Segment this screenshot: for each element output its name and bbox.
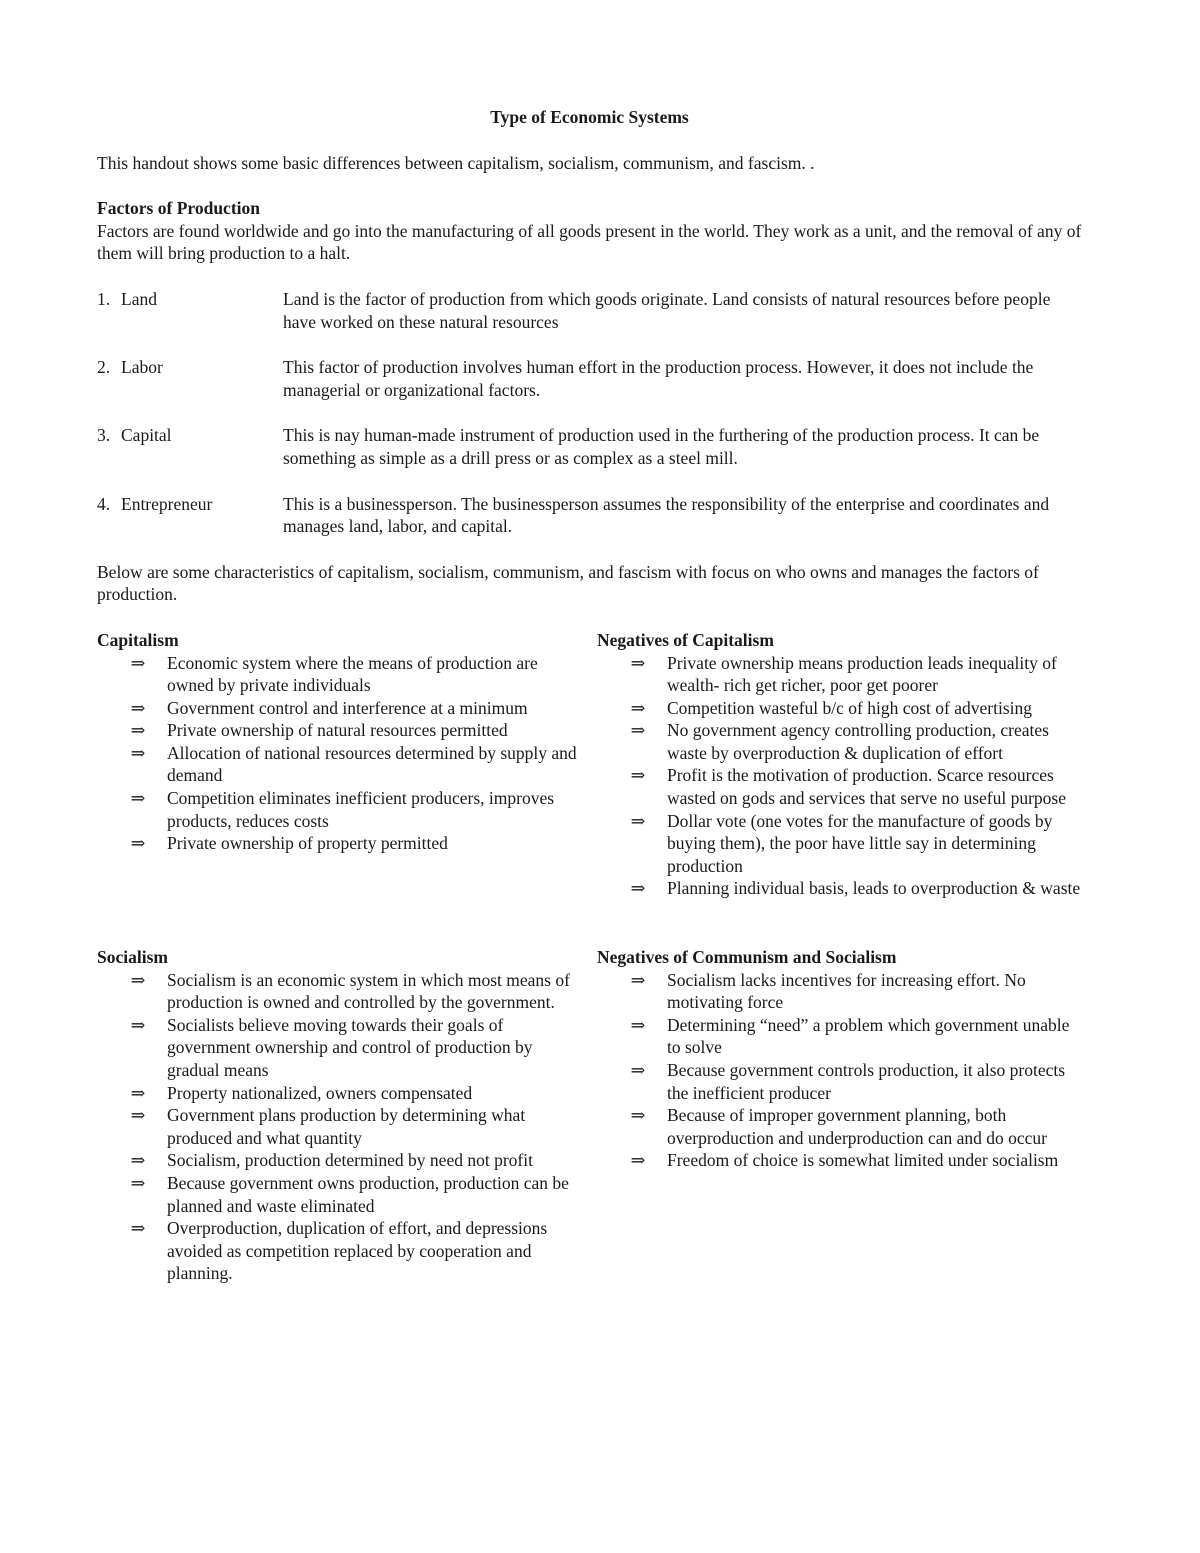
row-socialism [97, 946, 1082, 1285]
row-capitalism [97, 629, 1082, 900]
list-item-text: Competition wasteful b/c of high cost of advertising [667, 697, 1033, 718]
list-item [597, 877, 1082, 900]
list-item-text: Socialism is an economic system in which most means of production is owned and controlled by the government. [167, 969, 570, 1013]
list-item-text: Dollar vote (one votes for the manufacture of goods by buying them), the poor have little say in determining production [667, 810, 1053, 876]
factor-number: 1. [97, 288, 111, 309]
negatives-communism-socialism-section [597, 946, 1082, 1285]
list-item-text: Private ownership means production leads inequality of wealth- rich get richer, poor get poorer [667, 652, 1057, 696]
socialism-heading: Socialism [97, 947, 168, 968]
list-item-text: Property nationalized, owners compensated [167, 1082, 473, 1103]
factor-name [97, 493, 283, 538]
factor-name [97, 356, 283, 401]
arrow-bullet-icon: ⇒ [130, 697, 146, 718]
arrow-bullet-icon: ⇒ [130, 652, 146, 673]
list-item [97, 787, 577, 832]
negatives-capitalism-heading: Negatives of Capitalism [597, 629, 774, 650]
list-item [97, 742, 577, 787]
negatives-capitalism-list [597, 652, 1082, 901]
list-item [97, 652, 577, 697]
capitalism-heading: Capitalism [97, 629, 179, 650]
arrow-bullet-icon: ⇒ [630, 765, 646, 786]
list-item-text: Because government owns production, production can be planned and waste eliminated [167, 1172, 569, 1216]
arrow-bullet-icon: ⇒ [630, 1150, 646, 1171]
list-item [97, 1082, 577, 1105]
document-page [97, 106, 1082, 1285]
arrow-bullet-icon: ⇒ [130, 720, 146, 741]
list-item [597, 969, 1082, 1014]
list-item [97, 1149, 577, 1172]
socialism-section [97, 946, 577, 1285]
list-item [97, 832, 577, 855]
negatives-communism-socialism-list [597, 969, 1082, 1172]
socialism-list [97, 969, 577, 1285]
negatives-communism-socialism-heading: Negatives of Communism and Socialism [597, 947, 897, 968]
list-item-text: Private ownership of property permitted [167, 833, 448, 854]
arrow-bullet-icon: ⇒ [630, 810, 646, 831]
list-item-text: No government agency controlling production, creates waste by overproduction & duplication of effort [667, 720, 1049, 763]
factors-list [97, 288, 1082, 538]
factor-number: 4. [97, 493, 111, 514]
factor-label: Labor [121, 357, 163, 378]
arrow-bullet-icon: ⇒ [130, 1082, 146, 1103]
arrow-bullet-icon: ⇒ [130, 1014, 146, 1035]
list-item-text: Allocation of national resources determined by supply and demand [167, 742, 577, 786]
arrow-bullet-icon: ⇒ [630, 1060, 646, 1080]
list-item-text: Government plans production by determining what produced and what quantity [167, 1105, 526, 1148]
list-item [597, 697, 1082, 720]
factor-item [97, 493, 1082, 538]
list-item [597, 1059, 1082, 1104]
arrow-bullet-icon: ⇒ [630, 969, 646, 990]
arrow-bullet-icon: ⇒ [130, 833, 146, 854]
negatives-capitalism-section [597, 629, 1082, 900]
list-item-text: Socialism lacks incentives for increasing effort. No motivating force [667, 969, 1026, 1013]
factor-label: Land [121, 288, 157, 309]
arrow-bullet-icon: ⇒ [130, 788, 146, 809]
list-item [597, 1149, 1082, 1172]
factors-paragraph: Factors are found worldwide and go into the manufacturing of all goods present in the world. They work as a unit, and the removal of any of them will bring production to a halt. [97, 220, 1082, 264]
arrow-bullet-icon: ⇒ [130, 1218, 146, 1239]
list-item-text: Socialism, production determined by need not profit [167, 1150, 533, 1171]
arrow-bullet-icon: ⇒ [130, 1105, 146, 1126]
list-item [597, 1014, 1082, 1059]
factor-description: Land is the factor of production from which goods originate. Land consists of natural resources before people have worked on these natural resources [283, 288, 1051, 332]
arrow-bullet-icon: ⇒ [630, 878, 646, 899]
factor-number: 3. [97, 425, 111, 446]
list-item-text: Profit is the motivation of production. Scarce resources wasted on gods and services that serve no useful purpose [667, 765, 1066, 809]
factor-name [97, 424, 283, 469]
list-item-text: Competition eliminates inefficient producers, improves products, reduces costs [167, 788, 555, 831]
document-title: Type of Economic Systems [490, 107, 689, 127]
list-item [97, 969, 577, 1014]
list-item-text: Government control and interference at a minimum [167, 697, 528, 718]
factor-description: This is nay human-made instrument of production used in the furthering of the production process. It can be something as simple as a drill press or as complex as a steel mill. [283, 425, 1040, 468]
arrow-bullet-icon: ⇒ [630, 697, 646, 718]
arrow-bullet-icon: ⇒ [630, 1014, 646, 1035]
list-item-text: Overproduction, duplication of effort, and depressions avoided as competition replaced by cooperation and planning. [167, 1218, 548, 1284]
characteristics-paragraph: Below are some characteristics of capitalism, socialism, communism, and fascism with focus on who owns and manages the factors of production. [97, 561, 1039, 605]
arrow-bullet-icon: ⇒ [130, 1172, 146, 1193]
list-item [97, 1014, 577, 1082]
factors-heading: Factors of Production [97, 198, 260, 219]
list-item [597, 810, 1082, 878]
factor-item [97, 424, 1082, 469]
arrow-bullet-icon: ⇒ [130, 742, 146, 763]
capitalism-list [97, 652, 577, 855]
list-item-text: Determining “need” a problem which government unable to solve [667, 1014, 1070, 1058]
arrow-bullet-icon: ⇒ [130, 1150, 146, 1171]
factor-item [97, 288, 1082, 333]
list-item-text: Socialists believe moving towards their goals of government ownership and control of production by gradual means [167, 1014, 533, 1080]
factor-description: This is a businessperson. The businessperson assumes the responsibility of the enterprise and coordinates and manages land, labor, and capital. [283, 493, 1050, 537]
list-item [597, 719, 1082, 764]
list-item [97, 719, 577, 742]
list-item-text: Private ownership of natural resources permitted [167, 720, 508, 741]
list-item [97, 1172, 577, 1217]
factor-number: 2. [97, 357, 111, 378]
list-item-text: Freedom of choice is somewhat limited under socialism [667, 1150, 1059, 1171]
list-item-text: Because government controls production, it also protects the inefficient producer [667, 1060, 1066, 1103]
factor-description: This factor of production involves human effort in the production process. However, it does not include the managerial or organizational factors. [283, 357, 1034, 400]
list-item-text: Planning individual basis, leads to overproduction & waste [667, 878, 1081, 899]
arrow-bullet-icon: ⇒ [630, 652, 646, 673]
list-item [97, 1104, 577, 1149]
arrow-bullet-icon: ⇒ [130, 969, 146, 990]
list-item [597, 652, 1082, 697]
factor-label: Capital [121, 425, 172, 446]
arrow-bullet-icon: ⇒ [630, 720, 646, 741]
factor-item [97, 356, 1082, 401]
list-item [97, 1217, 577, 1285]
list-item-text: Because of improper government planning, both overproduction and underproduction can and do occur [667, 1105, 1048, 1148]
list-item [97, 697, 577, 720]
intro-paragraph: This handout shows some basic differences between capitalism, socialism, communism, and fascism. . [97, 152, 815, 173]
factor-label: Entrepreneur [121, 493, 213, 514]
arrow-bullet-icon: ⇒ [630, 1105, 646, 1126]
factor-name [97, 288, 283, 333]
list-item [597, 1104, 1082, 1149]
capitalism-section [97, 629, 577, 900]
list-item-text: Economic system where the means of production are owned by private individuals [167, 652, 538, 696]
list-item [597, 764, 1082, 809]
